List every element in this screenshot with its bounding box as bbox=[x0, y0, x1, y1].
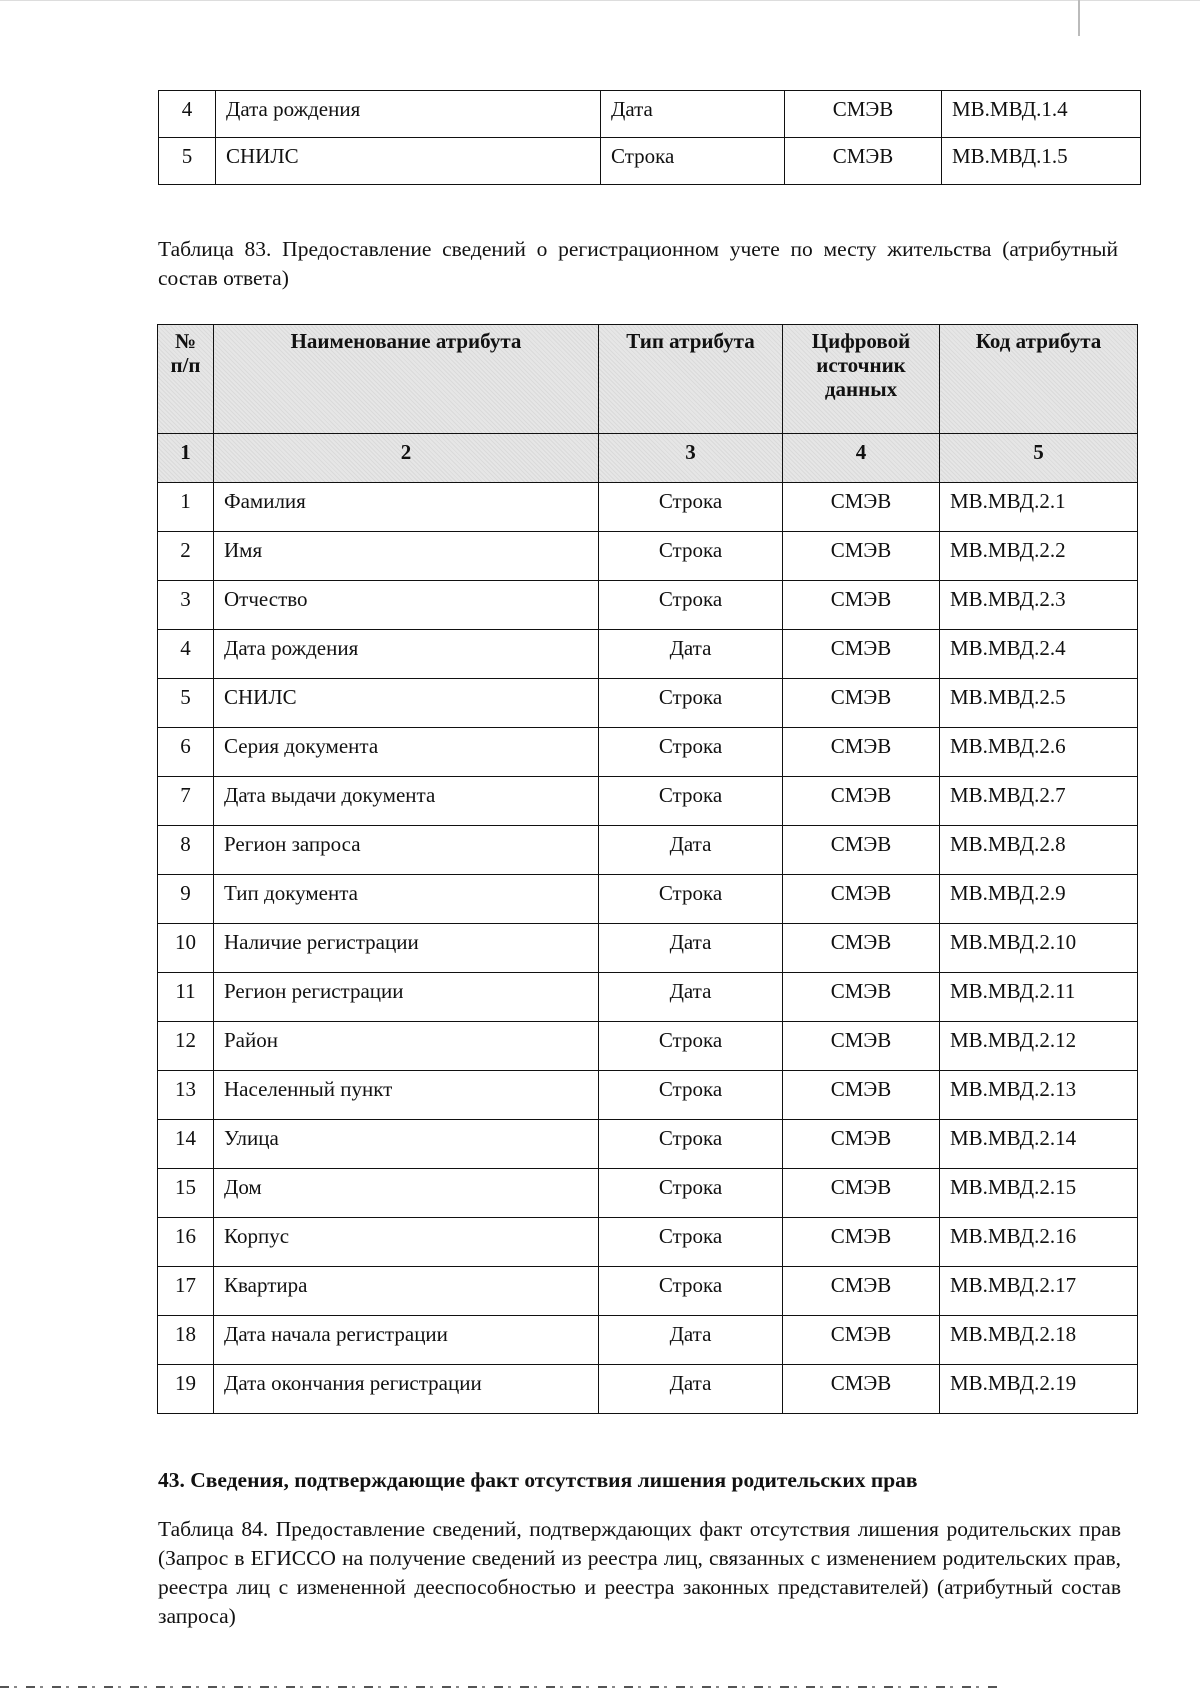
row-number: 10 bbox=[158, 924, 214, 973]
row-number: 12 bbox=[158, 1022, 214, 1071]
data-source: СМЭВ bbox=[783, 532, 940, 581]
attribute-type: Строка bbox=[599, 777, 783, 826]
attribute-type: Дата bbox=[599, 973, 783, 1022]
attribute-type: Строка bbox=[599, 1071, 783, 1120]
header-num: № п/п bbox=[158, 325, 214, 434]
attribute-type: Строка bbox=[599, 483, 783, 532]
data-source: СМЭВ bbox=[783, 924, 940, 973]
data-source: СМЭВ bbox=[785, 91, 942, 138]
attribute-code: МВ.МВД.2.13 bbox=[940, 1071, 1138, 1120]
attribute-type: Дата bbox=[599, 1316, 783, 1365]
table-row bbox=[158, 1267, 1138, 1316]
table-row bbox=[158, 1022, 1138, 1071]
attribute-name: Серия документа bbox=[214, 728, 599, 777]
attribute-type: Строка bbox=[599, 1120, 783, 1169]
row-number: 13 bbox=[158, 1071, 214, 1120]
table-row bbox=[158, 875, 1138, 924]
attribute-type: Дата bbox=[599, 924, 783, 973]
attribute-name: Корпус bbox=[214, 1218, 599, 1267]
table-83-column-numbers-row bbox=[158, 434, 1138, 483]
attribute-code: МВ.МВД.2.16 bbox=[940, 1218, 1138, 1267]
table-row bbox=[158, 1218, 1138, 1267]
attribute-type: Строка bbox=[599, 1169, 783, 1218]
row-number: 11 bbox=[158, 973, 214, 1022]
section-43-heading: 43. Сведения, подтверждающие факт отсутствия лишения родительских прав bbox=[158, 1468, 918, 1492]
attribute-type: Дата bbox=[599, 630, 783, 679]
attribute-name: Квартира bbox=[214, 1267, 599, 1316]
attribute-name: Дата рождения bbox=[214, 630, 599, 679]
attribute-name: Район bbox=[214, 1022, 599, 1071]
attribute-type: Строка bbox=[599, 1022, 783, 1071]
row-number: 1 bbox=[158, 483, 214, 532]
table-row bbox=[158, 728, 1138, 777]
attribute-code: МВ.МВД.2.15 bbox=[940, 1169, 1138, 1218]
table-83-caption: Таблица 83. Предоставление сведений о регистрационном учете по месту жительства (атрибутный состав ответа) bbox=[158, 237, 1118, 290]
attribute-code: МВ.МВД.2.7 bbox=[940, 777, 1138, 826]
row-number: 5 bbox=[158, 679, 214, 728]
header-source: Цифровой источник данных bbox=[783, 325, 940, 434]
attribute-name: Регион запроса bbox=[214, 826, 599, 875]
attribute-type: Строка bbox=[599, 875, 783, 924]
attribute-code: МВ.МВД.2.10 bbox=[940, 924, 1138, 973]
attribute-name: Дата выдачи документа bbox=[214, 777, 599, 826]
attribute-code: МВ.МВД.2.4 bbox=[940, 630, 1138, 679]
data-source: СМЭВ bbox=[783, 679, 940, 728]
table-82-continuation bbox=[158, 90, 1141, 185]
table-83-body bbox=[158, 483, 1138, 1414]
attribute-type: Строка bbox=[601, 138, 785, 185]
attribute-type: Строка bbox=[599, 532, 783, 581]
table-row bbox=[158, 924, 1138, 973]
attribute-type: Дата bbox=[599, 1365, 783, 1414]
attribute-type: Строка bbox=[599, 679, 783, 728]
data-source: СМЭВ bbox=[783, 777, 940, 826]
table-row bbox=[158, 826, 1138, 875]
attribute-name: Населенный пункт bbox=[214, 1071, 599, 1120]
table-82-body bbox=[159, 91, 1141, 185]
attribute-name: Дата рождения bbox=[216, 91, 601, 138]
attribute-name: Дата начала регистрации bbox=[214, 1316, 599, 1365]
attribute-code: МВ.МВД.2.18 bbox=[940, 1316, 1138, 1365]
attribute-code: МВ.МВД.2.11 bbox=[940, 973, 1138, 1022]
row-number: 17 bbox=[158, 1267, 214, 1316]
scan-corner-mark bbox=[1078, 0, 1200, 36]
data-source: СМЭВ bbox=[783, 1120, 940, 1169]
attribute-code: МВ.МВД.2.3 bbox=[940, 581, 1138, 630]
row-number: 4 bbox=[159, 91, 216, 138]
table-row bbox=[158, 973, 1138, 1022]
attribute-name: Наличие регистрации bbox=[214, 924, 599, 973]
table-row bbox=[158, 532, 1138, 581]
column-number: 2 bbox=[214, 434, 599, 483]
table-row bbox=[158, 679, 1138, 728]
data-source: СМЭВ bbox=[783, 1169, 940, 1218]
attribute-type: Строка bbox=[599, 581, 783, 630]
table-row bbox=[158, 483, 1138, 532]
data-source: СМЭВ bbox=[783, 1071, 940, 1120]
table-row bbox=[158, 1316, 1138, 1365]
data-source: СМЭВ bbox=[783, 1218, 940, 1267]
data-source: СМЭВ bbox=[783, 875, 940, 924]
table-83-header-row bbox=[158, 325, 1138, 434]
table-row bbox=[159, 91, 1141, 138]
table-row bbox=[158, 1169, 1138, 1218]
data-source: СМЭВ bbox=[783, 826, 940, 875]
row-number: 16 bbox=[158, 1218, 214, 1267]
column-number: 3 bbox=[599, 434, 783, 483]
attribute-name: Дом bbox=[214, 1169, 599, 1218]
data-source: СМЭВ bbox=[783, 1316, 940, 1365]
attribute-code: МВ.МВД.2.17 bbox=[940, 1267, 1138, 1316]
attribute-type: Строка bbox=[599, 1218, 783, 1267]
table-row bbox=[158, 1120, 1138, 1169]
row-number: 4 bbox=[158, 630, 214, 679]
attribute-name: Дата окончания регистрации bbox=[214, 1365, 599, 1414]
table-row bbox=[158, 581, 1138, 630]
attribute-code: МВ.МВД.2.6 bbox=[940, 728, 1138, 777]
attribute-code: МВ.МВД.2.2 bbox=[940, 532, 1138, 581]
row-number: 5 bbox=[159, 138, 216, 185]
attribute-code: МВ.МВД.2.19 bbox=[940, 1365, 1138, 1414]
attribute-type: Дата bbox=[599, 826, 783, 875]
data-source: СМЭВ bbox=[783, 1365, 940, 1414]
table-84-caption: Таблица 84. Предоставление сведений, подтверждающих факт отсутствия лишения родительских прав (Запрос в ЕГИССО на получение сведений из реестра лиц, связанных с изменением родительских прав, реестра лиц с измененной дееспособностью и реестра законных представителей) (атрибутный состав запроса) bbox=[158, 1517, 1121, 1628]
attribute-name: Тип документа bbox=[214, 875, 599, 924]
attribute-code: МВ.МВД.2.1 bbox=[940, 483, 1138, 532]
attribute-name: Улица bbox=[214, 1120, 599, 1169]
attribute-type: Дата bbox=[601, 91, 785, 138]
header-type: Тип атрибута bbox=[599, 325, 783, 434]
attribute-type: Строка bbox=[599, 728, 783, 777]
data-source: СМЭВ bbox=[783, 483, 940, 532]
table-row bbox=[158, 777, 1138, 826]
data-source: СМЭВ bbox=[783, 1267, 940, 1316]
attribute-name: Регион регистрации bbox=[214, 973, 599, 1022]
attribute-code: МВ.МВД.2.12 bbox=[940, 1022, 1138, 1071]
header-name: Наименование атрибута bbox=[214, 325, 599, 434]
attribute-code: МВ.МВД.2.14 bbox=[940, 1120, 1138, 1169]
scan-edge bbox=[0, 0, 1200, 1]
attribute-code: МВ.МВД.2.5 bbox=[940, 679, 1138, 728]
row-number: 18 bbox=[158, 1316, 214, 1365]
header-code: Код атрибута bbox=[940, 325, 1138, 434]
attribute-type: Строка bbox=[599, 1267, 783, 1316]
attribute-code: МВ.МВД.2.8 bbox=[940, 826, 1138, 875]
row-number: 3 bbox=[158, 581, 214, 630]
data-source: СМЭВ bbox=[783, 728, 940, 777]
row-number: 14 bbox=[158, 1120, 214, 1169]
attribute-name: Имя bbox=[214, 532, 599, 581]
data-source: СМЭВ bbox=[783, 630, 940, 679]
data-source: СМЭВ bbox=[783, 1022, 940, 1071]
table-row bbox=[158, 1365, 1138, 1414]
attribute-code: МВ.МВД.2.9 bbox=[940, 875, 1138, 924]
column-number: 5 bbox=[940, 434, 1138, 483]
scan-artifact-line bbox=[0, 1686, 1000, 1688]
data-source: СМЭВ bbox=[785, 138, 942, 185]
row-number: 6 bbox=[158, 728, 214, 777]
row-number: 15 bbox=[158, 1169, 214, 1218]
attribute-code: МВ.МВД.1.4 bbox=[942, 91, 1141, 138]
table-83 bbox=[157, 324, 1138, 1414]
row-number: 8 bbox=[158, 826, 214, 875]
row-number: 9 bbox=[158, 875, 214, 924]
table-row bbox=[158, 1071, 1138, 1120]
attribute-name: СНИЛС bbox=[214, 679, 599, 728]
attribute-code: МВ.МВД.1.5 bbox=[942, 138, 1141, 185]
attribute-name: СНИЛС bbox=[216, 138, 601, 185]
column-number: 1 bbox=[158, 434, 214, 483]
attribute-name: Фамилия bbox=[214, 483, 599, 532]
table-row bbox=[158, 630, 1138, 679]
table-row bbox=[159, 138, 1141, 185]
row-number: 2 bbox=[158, 532, 214, 581]
row-number: 19 bbox=[158, 1365, 214, 1414]
attribute-name: Отчество bbox=[214, 581, 599, 630]
data-source: СМЭВ bbox=[783, 581, 940, 630]
data-source: СМЭВ bbox=[783, 973, 940, 1022]
column-number: 4 bbox=[783, 434, 940, 483]
row-number: 7 bbox=[158, 777, 214, 826]
